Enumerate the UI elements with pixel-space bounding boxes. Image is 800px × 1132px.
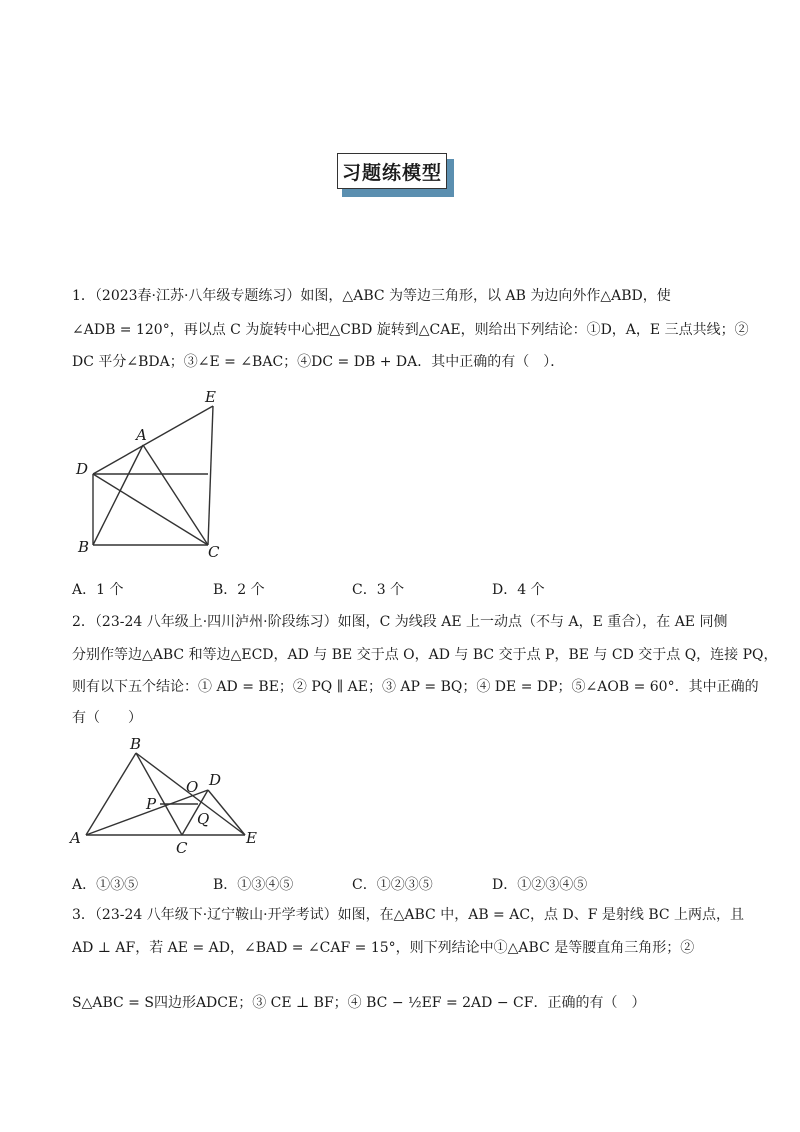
q2-seg-BC <box>136 753 182 835</box>
q2-seg-DE <box>208 790 245 835</box>
q2-text-line2: 分别作等边△ABC 和等边△ECD，AD 与 BE 交于点 O，AD 与 BC 交于点 P，BE 与 CD 交于点 Q，连接 PQ， <box>72 647 778 663</box>
q1-figure <box>60 382 240 562</box>
q2-label-E: E <box>246 829 257 847</box>
q2-option-c: C．①②③⑤ <box>352 877 433 893</box>
q1-label-E: E <box>205 388 216 406</box>
q1-text-line3: DC 平分∠BDA；③∠E = ∠BAC；④DC = DB + DA．其中正确的有（ ）． <box>72 354 565 370</box>
q1-option-b: B．2 个 <box>213 582 265 598</box>
q2-option-d: D．①②③④⑤ <box>492 877 588 893</box>
q2-text-line1: 2．（23-24 八年级上·四川泸州·阶段练习）如图，C 为线段 AE 上一动点（不与 A，E 重合），在 AE 同侧 <box>72 614 728 630</box>
q1-seg-EC <box>208 406 213 545</box>
q1-label-C: C <box>208 543 220 561</box>
q1-text-line1: 1．（2023春·江苏·八年级专题练习）如图，△ABC 为等边三角形，以 AB 为边向外作△ABD，使 <box>72 288 671 304</box>
q3-text-line1: 3．（23-24 八年级下·辽宁鞍山·开学考试）如图，在△ABC 中，AB = AC，点 D、F 是射线 BC 上两点，且 <box>72 907 745 923</box>
q2-label-C: C <box>176 839 188 857</box>
q1-label-D: D <box>76 460 89 478</box>
q1-seg-AC <box>143 445 208 545</box>
q3-text-line2: AD ⊥ AF，若 AE = AD，∠BAD = ∠CAF = 15°，则下列结论中①△ABC 是等腰直角三角形；② <box>72 940 695 956</box>
q1-label-B: B <box>78 538 90 556</box>
q2-text-line4: 有（ ） <box>72 710 142 726</box>
q1-option-a: A．1 个 <box>72 582 124 598</box>
page-title: 习题练模型 <box>337 153 447 189</box>
q2-text-line3: 则有以下五个结论：① AD = BE；② PQ ∥ AE；③ AP = BQ；④ DE = DP；⑤∠AOB = 60°．其中正确的 <box>72 679 759 695</box>
q2-label-Q: Q <box>197 810 210 828</box>
q1-option-d: D．4 个 <box>492 582 545 598</box>
q2-label-D: D <box>209 771 222 789</box>
q1-option-c: C．3 个 <box>352 582 405 598</box>
section-title-box <box>337 153 455 199</box>
q3-text-line3: S△ABC = S四边形ADCE；③ CE ⊥ BF；④ BC − ½EF = 2AD − CF．正确的有（ ） <box>72 995 646 1011</box>
q2-label-O: O <box>186 778 199 796</box>
q2-label-A: A <box>70 829 81 847</box>
q2-label-P: P <box>146 795 157 813</box>
q1-seg-DE <box>93 406 213 474</box>
q2-label-B: B <box>130 735 142 753</box>
q1-label-A: A <box>136 426 147 444</box>
q2-seg-AB <box>86 753 136 835</box>
q2-option-a: A．①③⑤ <box>72 877 139 893</box>
q2-option-b: B．①③④⑤ <box>213 877 294 893</box>
q2-figure <box>60 735 280 860</box>
q1-text-line2: ∠ADB = 120°，再以点 C 为旋转中心把△CBD 旋转到△CAE，则给出下列结论：①D，A，E 三点共线；② <box>72 322 749 338</box>
